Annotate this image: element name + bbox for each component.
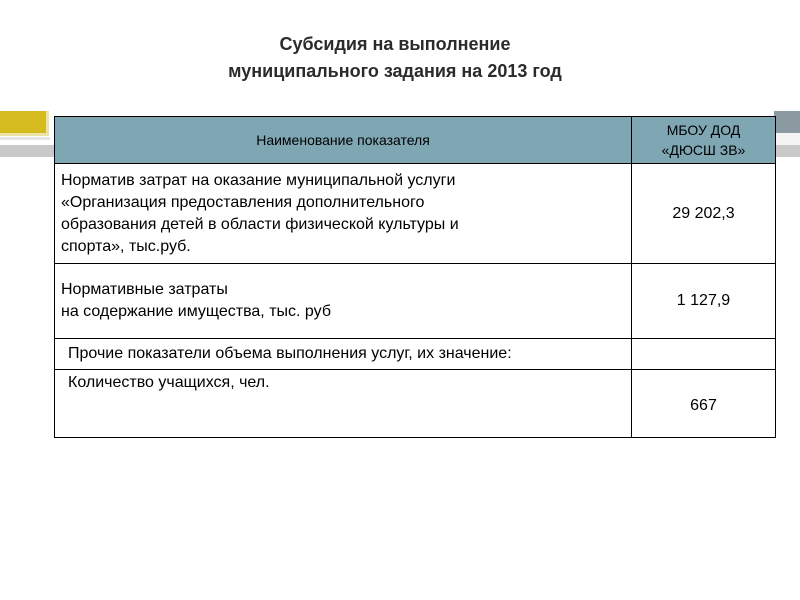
header-organization-line-1: МБОУ ДОД xyxy=(666,122,741,138)
decorative-gold-block xyxy=(0,111,49,136)
row-name-line: образования детей в области физической культуры и xyxy=(61,215,459,233)
page-title xyxy=(0,31,790,85)
subsidy-table xyxy=(54,116,776,438)
row-name-line: Прочие показатели объема выполнения услуг, их значение: xyxy=(68,345,512,362)
table-row xyxy=(55,370,776,438)
decorative-right-block xyxy=(774,111,800,133)
row-name-cell xyxy=(55,339,632,370)
row-name-line: Количество учащихся, чел. xyxy=(68,374,270,391)
row-name-line: спорта», тыс.руб. xyxy=(61,237,191,255)
header-organization xyxy=(632,117,776,164)
row-name-line: Норматив затрат на оказание муниципальной услуги xyxy=(61,171,456,189)
row-value-cell: 667 xyxy=(632,370,776,438)
row-name-line: «Организация предоставления дополнительного xyxy=(61,193,425,211)
table-row xyxy=(55,264,776,339)
row-name-line: на содержание имущества, тыс. руб xyxy=(61,303,331,320)
title-line-2: муниципального задания на 2013 год xyxy=(228,61,562,81)
row-value-cell: 1 127,9 xyxy=(632,264,776,339)
row-name-cell xyxy=(55,164,632,264)
row-name-cell xyxy=(55,264,632,339)
row-name-line: Нормативные затраты xyxy=(61,281,228,298)
table-row xyxy=(55,164,776,264)
header-indicator-name: Наименование показателя xyxy=(55,117,632,164)
title-line-1: Субсидия на выполнение xyxy=(279,34,511,54)
row-name-cell xyxy=(55,370,632,438)
decorative-light-line xyxy=(0,137,50,140)
decorative-right-light-block xyxy=(774,133,800,145)
row-value-cell: 29 202,3 xyxy=(632,164,776,264)
table-header-row xyxy=(55,117,776,164)
table-row xyxy=(55,339,776,370)
header-organization-line-2: «ДЮСШ ЗВ» xyxy=(661,142,746,158)
row-value-cell xyxy=(632,339,776,370)
